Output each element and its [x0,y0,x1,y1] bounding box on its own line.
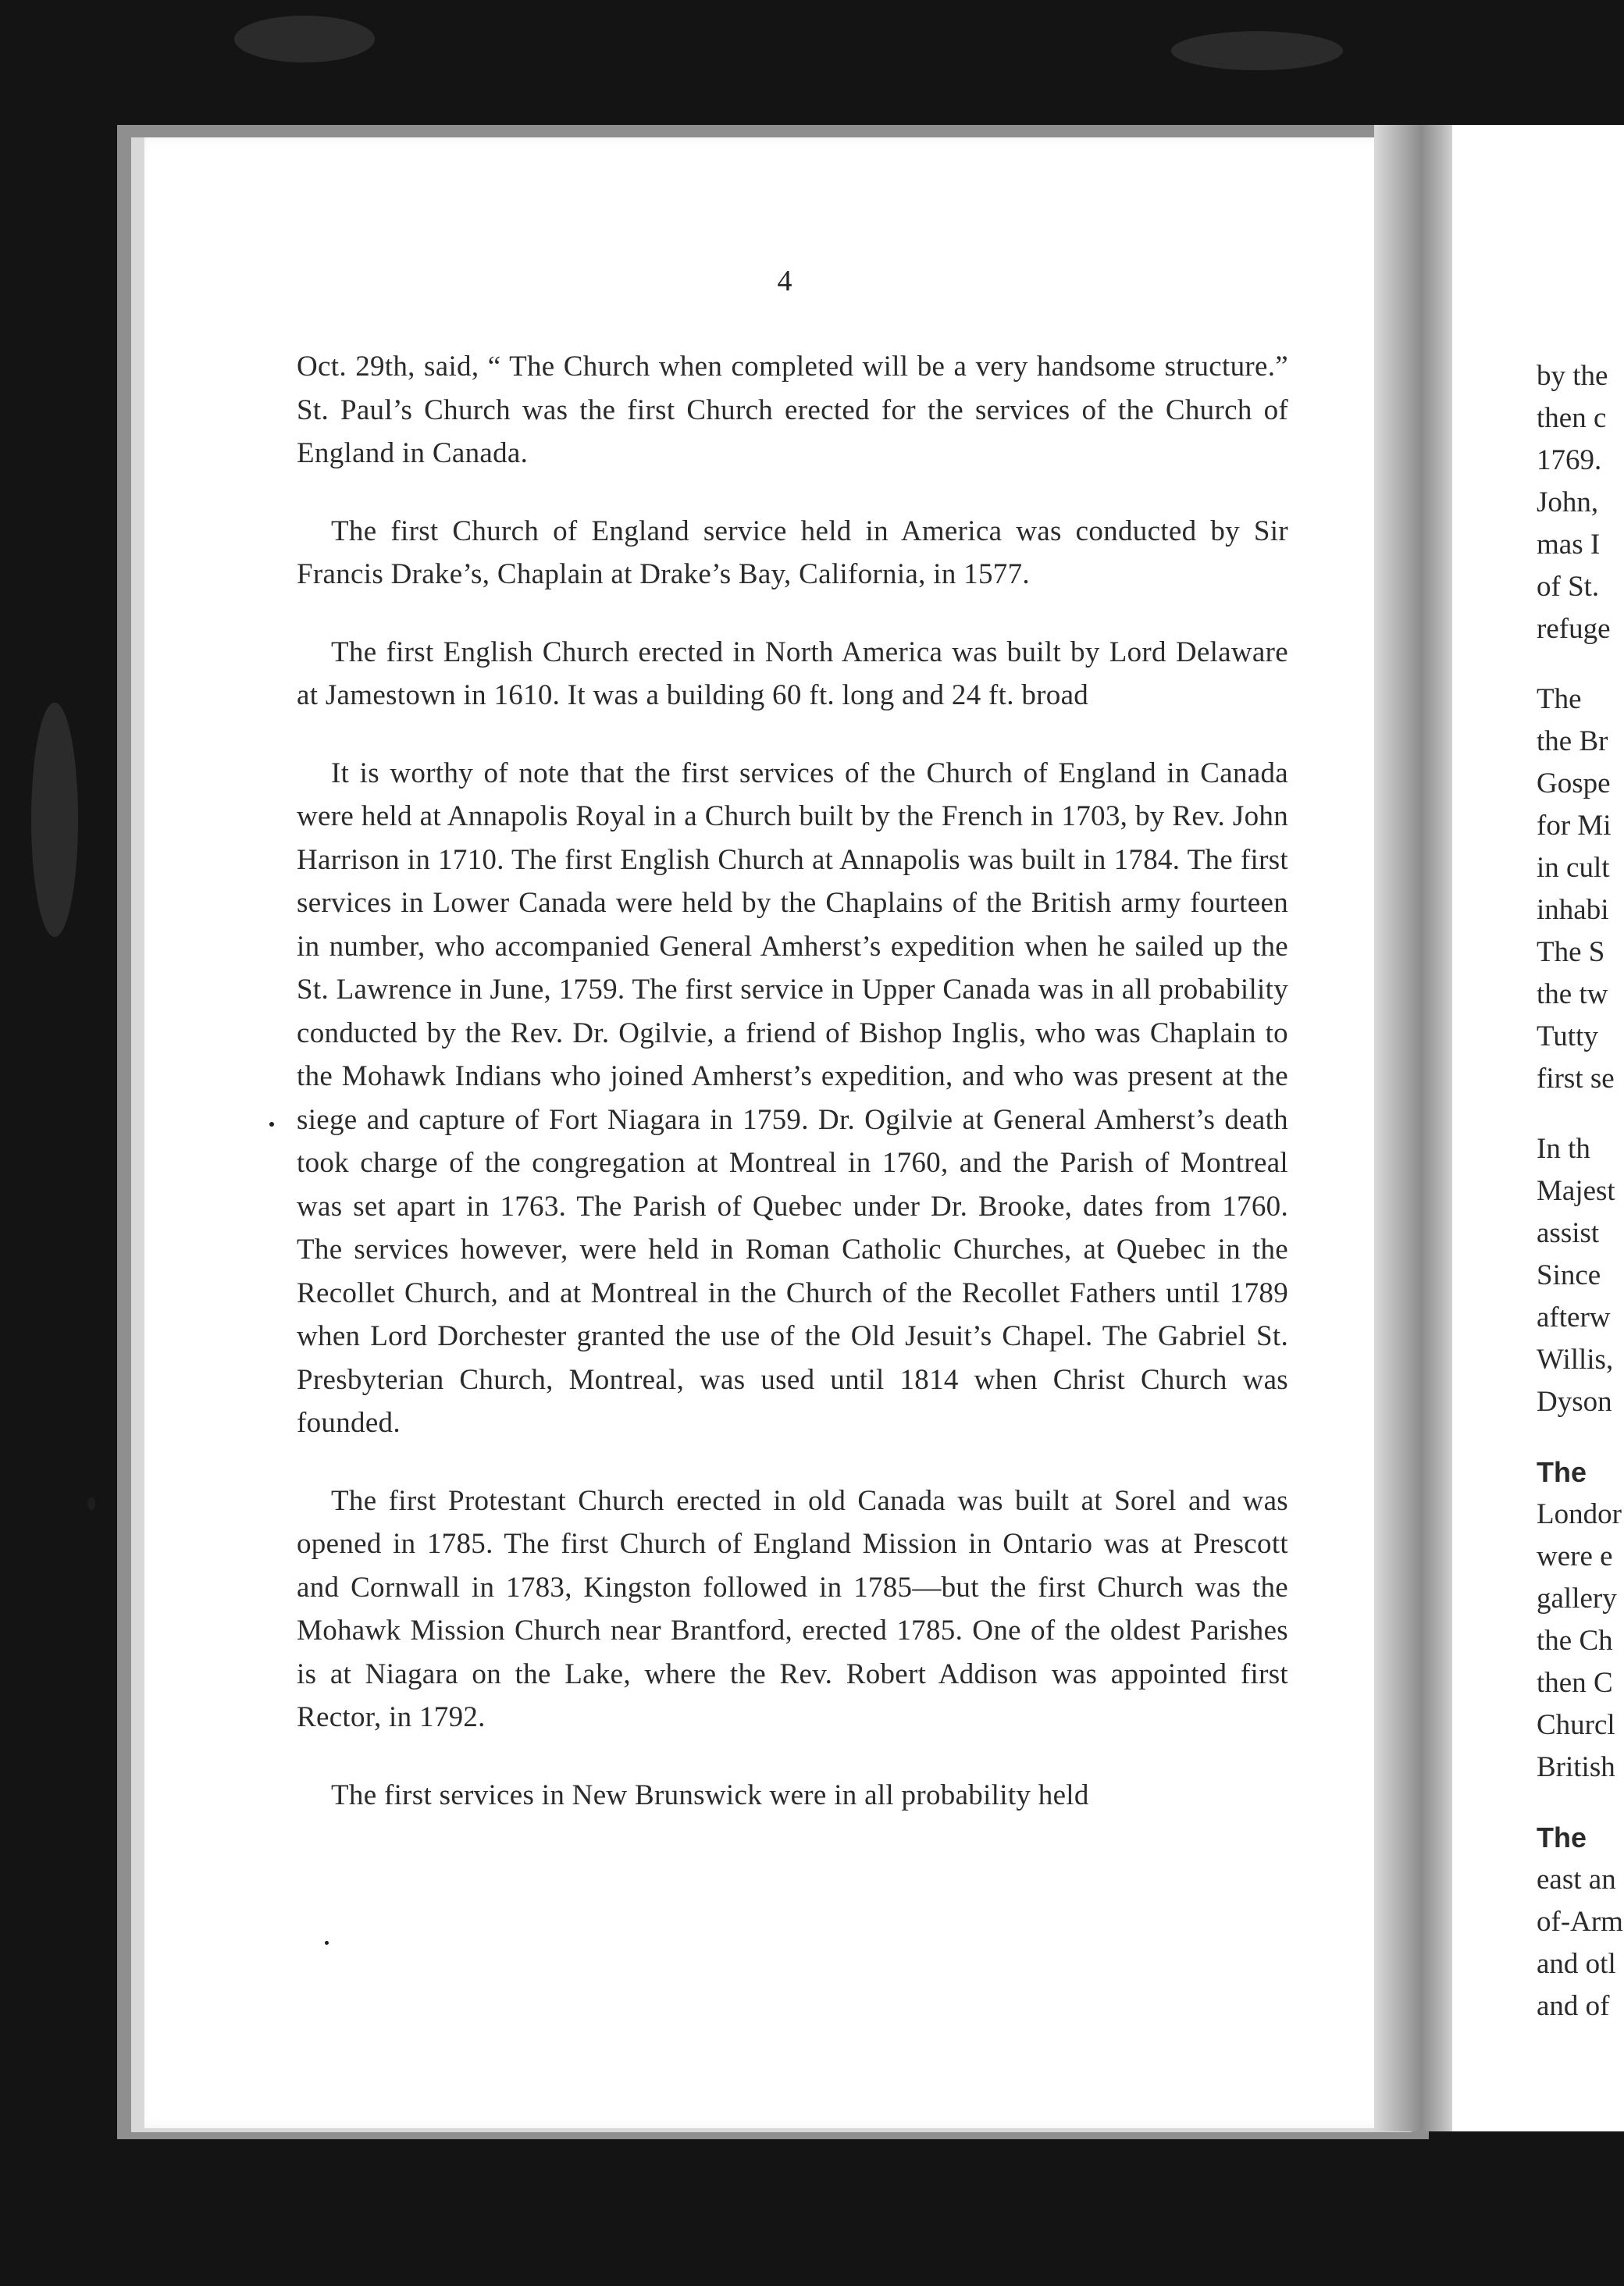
facing-page-line: and otl [1537,1948,1616,1980]
facing-page-line: Majest [1537,1175,1615,1207]
facing-page-gap [1537,1789,1624,1817]
facing-page-line: John, [1537,486,1599,518]
paragraph-2: The first Church of England service held in America was conducted by Sir Francis Drake’s, Chaplain at Drake’s Bay, California, in 1577. [297,515,1288,590]
page-body [297,345,1288,1851]
paragraph-5: The first Protestant Church erected in old Canada was built at Sorel and was opened in 1785. The first Church of England Mission in Ontario was at Prescott and Cornwall in 1783, Kingston followed in 1785—but the first Church was the Mohawk Mission Church near Brantford, erected 1785. One of the oldest Parishes is at Niagara on the Lake, where the Rev. Robert Addison was appointed first Rector, in 1792. [297,1484,1288,1733]
scan-speck [325,1941,329,1945]
facing-page-gap [1537,1100,1624,1128]
facing-page-line: British [1537,1751,1615,1783]
paragraph-3: The first English Church erected in North America was built by Lord Delaware at Jamestown in 1610. It was a building 60 ft. long and 24 ft. broad [297,636,1288,711]
facing-page-line: assist [1537,1217,1600,1249]
facing-page-line: then C [1537,1667,1613,1699]
facing-page-line: The [1537,1821,1587,1853]
paragraph-6: The first services in New Brunswick were in all probability held [331,1779,1089,1811]
facing-page-line: of St. [1537,571,1600,603]
scan-speck [87,1497,95,1510]
facing-page-gap [1537,650,1624,678]
scan-speck [269,1122,274,1127]
facing-page-line: The S [1537,936,1605,968]
facing-page-line: gallery [1537,1583,1617,1615]
page-number: 4 [777,265,792,297]
facing-page-line: Londor [1537,1498,1622,1530]
facing-page-gap [1537,1423,1624,1451]
book-gutter [1374,125,1460,2131]
facing-page-line: Dyson [1537,1386,1612,1418]
facing-page-line: mas I [1537,529,1601,561]
facing-page-line: refuge [1537,613,1611,645]
facing-page-line: then c [1537,402,1607,434]
facing-page-line: In th [1537,1133,1590,1165]
facing-page-line: in cult [1537,852,1610,884]
paragraph-4: It is worthy of note that the first services of the Church of England in Canada were held at Annapolis Royal in a Church built by the French in 1703, by Rev. John Harrison in 1710. The first English Church at Annapolis was built in 1784. The first services in Lower Canada were held by the Chaplains of the British army fourteen in number, who accompanied General Amherst’s expedition when he sailed up the St. Lawrence in June, 1759. The first service in Upper Canada was in all probability conducted by the Rev. Dr. Ogilvie, a friend of Bishop Inglis, who was Chaplain to the Mohawk Indians who joined Amherst’s expedition, and who was present at the siege and capture of Fort Niagara in 1759. Dr. Ogilvie at General Amherst’s death took charge of the congregation at Montreal in 1760, and the Parish of Montreal was set apart in 1763. The Parish of Quebec under Dr. Brooke, dates from 1760. The services however, were held in Roman Catholic Churches, at Quebec in the Recollet Church, and at Montreal in the Church of the Recollet Fathers until 1789 when Lord Dorchester granted the use of the Old Jesuit’s Chapel. The Gabriel St. Presbyterian Church, Montreal, was used until 1814 when Christ Church was founded. [297,757,1288,1439]
facing-page-line: of-Arm [1537,1906,1623,1938]
facing-page-line: Willis, [1537,1344,1614,1376]
facing-page-line: east an [1537,1864,1616,1896]
facing-page-line: The [1537,683,1582,715]
facing-page-line: for Mi [1537,810,1612,842]
facing-page-text [1537,355,1624,2028]
facing-page-line: and of [1537,1990,1610,2022]
facing-page-line: Since [1537,1259,1601,1291]
facing-page-line: 1769. [1537,444,1602,476]
facing-page-line: Gospe [1537,767,1611,799]
facing-page-line: Tutty [1537,1020,1598,1052]
facing-page-line: the tw [1537,978,1608,1010]
facing-page-line: first se [1537,1063,1615,1095]
facing-page-line: the Ch [1537,1625,1613,1657]
facing-page-line: the Br [1537,725,1608,757]
facing-page-line: Churcl [1537,1709,1615,1741]
facing-page-line: afterw [1537,1301,1611,1334]
facing-page-line: by the [1537,360,1608,392]
facing-page-line: inhabi [1537,894,1609,926]
paragraph-1: Oct. 29th, said, “ The Church when completed will be a very handsome structure.” St. Paul’s Church was the first Church erected for the services of the Church of England in Canada. [297,351,1288,469]
facing-page-line: The [1537,1456,1587,1488]
facing-page-line: were e [1537,1540,1613,1572]
